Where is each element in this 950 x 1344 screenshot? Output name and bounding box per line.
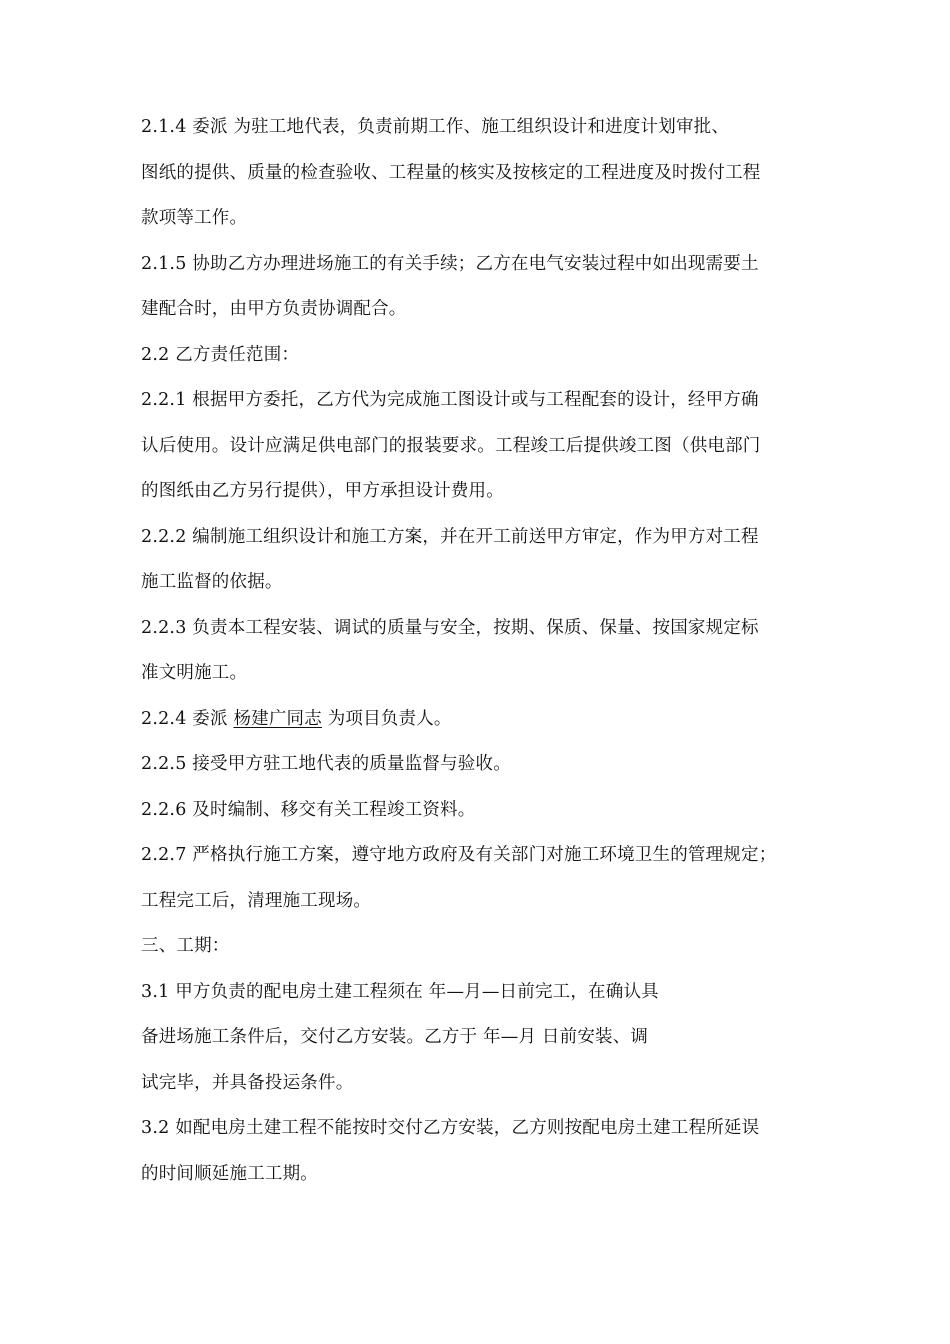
clause-2-1-4-line-3: 款项等工作。 bbox=[141, 208, 248, 228]
clause-2-2-4-suffix: 为项目负责人。 bbox=[321, 709, 452, 729]
clause-3-1-line-1: 3.1 甲方负责的配电房土建工程须在 年—月—日前完工，在确认具 bbox=[141, 982, 659, 1002]
clause-2-1-5-line-2: 建配合时，由甲方负责协调配合。 bbox=[141, 299, 407, 319]
clause-2-2-2-line-1: 2.2.2 编制施工组织设计和施工方案，并在开工前送甲方审定，作为甲方对工程 bbox=[141, 527, 759, 547]
clause-2-2-4 bbox=[141, 707, 821, 731]
clause-2-2-5: 2.2.5 接受甲方驻工地代表的质量监督与验收。 bbox=[141, 754, 511, 774]
clause-3-1-line-3: 试完毕，并具备投运条件。 bbox=[141, 1073, 354, 1093]
clause-2-1-4-line-2: 图纸的提供、质量的检查验收、工程量的核实及按核定的工程进度及时拨付工程 bbox=[141, 163, 761, 183]
clause-3-1-line-2: 备进场施工条件后，交付乙方安装。乙方于 年—月 日前安装、调 bbox=[141, 1027, 649, 1047]
section-2-2-heading: 2.2 乙方责任范围： bbox=[141, 345, 300, 365]
clause-2-2-3-line-1: 2.2.3 负责本工程安装、调试的质量与安全，按期、保质、保量、按国家规定标 bbox=[141, 618, 759, 638]
clause-3-2-line-2: 的时间顺延施工工期。 bbox=[141, 1164, 318, 1184]
clause-2-2-2-line-2: 施工监督的依据。 bbox=[141, 572, 283, 592]
clause-2-2-7-line-1: 2.2.7 严格执行施工方案，遵守地方政府及有关部门对施工环境卫生的管理规定； bbox=[141, 845, 777, 865]
clause-2-2-7-line-2: 工程完工后，清理施工现场。 bbox=[141, 891, 372, 911]
clause-2-1-4-line-1: 2.1.4 委派 为驻工地代表，负责前期工作、施工组织设计和进度计划审批、 bbox=[141, 117, 730, 137]
clause-2-2-1-line-2: 认后使用。设计应满足供电部门的报装要求。工程竣工后提供竣工图（供电部门 bbox=[141, 436, 761, 456]
clause-2-2-3-line-2: 准文明施工。 bbox=[141, 663, 248, 683]
clause-2-2-4-prefix: 2.2.4 委派 bbox=[141, 709, 234, 729]
clause-2-2-6: 2.2.6 及时编制、移交有关工程竣工资料。 bbox=[141, 800, 476, 820]
clause-3-2-line-1: 3.2 如配电房土建工程不能按时交付乙方安装，乙方则按配电房土建工程所延误 bbox=[141, 1118, 760, 1138]
section-3-heading: 三、工期： bbox=[141, 936, 230, 956]
project-manager-name: 杨建广同志 bbox=[233, 709, 322, 729]
clause-2-2-1-line-3: 的图纸由乙方另行提供），甲方承担设计费用。 bbox=[141, 481, 504, 501]
clause-2-1-5-line-1: 2.1.5 协助乙方办理进场施工的有关手续；乙方在电气安装过程中如出现需要土 bbox=[141, 254, 759, 274]
clause-2-2-1-line-1: 2.2.1 根据甲方委托，乙方代为完成施工图设计或与工程配套的设计，经甲方确 bbox=[141, 390, 759, 410]
